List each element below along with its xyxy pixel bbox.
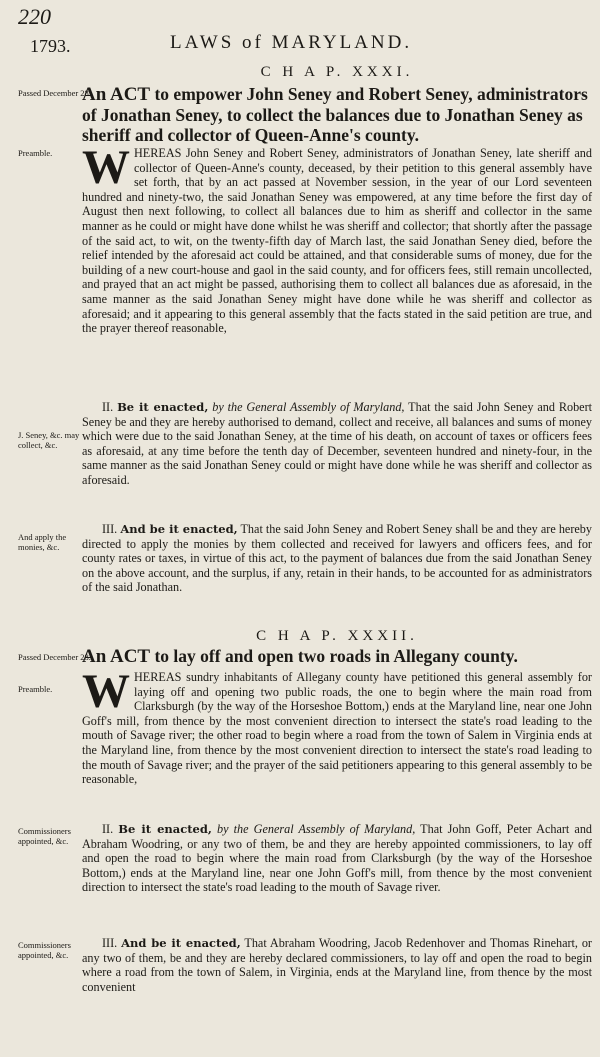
- margin-note-passed-31: Passed December 28.: [18, 88, 91, 98]
- margin-note-passed-32: Passed December 28.: [18, 652, 91, 662]
- section-number: III.: [102, 936, 122, 950]
- section-number: III.: [102, 522, 121, 536]
- chapter-32-section-3: [82, 936, 592, 994]
- margin-note-preamble-31: Preamble.: [18, 148, 53, 158]
- chapter-31-section-2: [82, 400, 592, 488]
- chapter-32-title: [82, 646, 592, 667]
- chapter-31-section-3: [82, 522, 592, 595]
- chapter-32-heading: C H A P. XXXII.: [256, 628, 418, 644]
- drop-cap: W: [82, 141, 130, 194]
- margin-note-preamble-32: Preamble.: [18, 684, 53, 694]
- enacting-clause: And be it enacted,: [121, 936, 241, 950]
- enacting-clause: Be it enacted,: [118, 822, 212, 836]
- drop-cap: W: [82, 665, 130, 718]
- section-text: That the said John Seney and Robert Seney shall be and they are hereby directed to apply the monies by them collected and received for lawyers and officers fees, and for county rates or taxes, in virtue of this act, to the payment of balances due from the said Jonathan Seney on the above account, and the surplus, if any, retain in their hands, to be accounted for as administrators of the said Jonathan.: [82, 522, 592, 595]
- margin-note-section-3-31: And apply the monies, &c.: [18, 532, 67, 552]
- chapter-31-title: [82, 84, 592, 145]
- enacting-clause: Be it enacted,: [117, 400, 209, 414]
- preamble-text: HEREAS John Seney and Robert Seney, administrators of Jonathan Seney, late sheriff and collector of Queen-Anne's county, deceased, by their petition to this general assembly have set forth, that by an act passed at November session, in the year of our Lord seventeen hundred and ninety-two, the said Jonathan Seney was empowered, at any time before the first day of August then next following, to collect all balances due to him as sheriff and collector in the same manner as he could or might have done whilst he was sheriff and collector; that shortly after the passage of the said act, to wit, on the twenty-fifth day of March last, the said Jonathan Seney died, before the relief intended by the aforesaid act could be attained, and that considerable sums of money, due for the building of a new court-house and gaol in the said county, and for officers fees, still remain uncollected, and prayed that an act might be passed, authorising them to collect all balances due as aforesaid, in the same manner as the said Jonathan Seney might have done while he was sheriff and collector as aforesaid; and it appearing to this general assembly that the facts stated in the said petition are true, and the prayer thereof reasonable,: [82, 146, 592, 336]
- section-text: That the said John Seney and Robert Seney be and they are hereby authorised to demand, collect and receive, all balances and sums of money which were due to the said Jonathan Seney, at the time of his death, on account of taxes or officers fees as aforesaid, at any time before the tenth day of December, seventeen hundred and ninety-four, in the same manner as the said Jonathan Seney could or might have done while he was sheriff and collector as aforesaid.: [82, 400, 593, 487]
- page-number: 220: [18, 4, 51, 29]
- chapter-32-preamble: [82, 665, 592, 787]
- margin-note-section-2-32: Commissioners appointed, &c.: [18, 826, 71, 846]
- enacting-clause: And be it enacted,: [120, 522, 238, 536]
- section-text: That Abraham Woodring, Jacob Redenhover and Thomas Rinehart, or any two of them, be and they are hereby declared commissioners, to lay off and open the road to begin where a road from the town of Salem, in Virginia, ends at the Maryland line, from thence by the most convenient: [82, 936, 592, 994]
- assembly-clause: by the General Assembly of Maryland,: [211, 822, 416, 836]
- chapter-31-preamble: [82, 141, 592, 336]
- act-title-text: to empower John Seney and Robert Seney, administrators of Jonathan Seney, to collect the balances due to Jonathan Seney as sheriff and collector of Queen-Anne's county.: [82, 84, 588, 145]
- chapter-31-heading: C H A P. XXXI.: [260, 64, 414, 80]
- running-head: LAWS of MARYLAND.: [170, 32, 413, 53]
- assembly-clause: by the General Assembly of Maryland,: [208, 400, 405, 414]
- act-lead: An ACT: [82, 84, 151, 105]
- preamble-text: HEREAS sundry inhabitants of Allegany county have petitioned this general assembly for laying off and opening two public roads, the one to begin where the main road from Clarksburgh (by the way of the Horseshoe Bottom,) ends at the Maryland line, near one John Goff's mill, from thence by the most convenient direction to intersect the state's road leading to the mouth of Savage river; the other road to begin where a road from the town of Salem in Virginia ends at the Maryland line, from thence by the most convenient direction to intersect the state's road leading to the mouth of Savage river; and the prayer of the said petitioners appearing to this general assembly to be reasonable,: [82, 670, 592, 787]
- chapter-32-section-2: [82, 822, 592, 895]
- section-number: II.: [102, 400, 118, 414]
- year-heading: 1793.: [30, 36, 71, 56]
- margin-note-section-3-32: Commissioners appointed, &c.: [18, 940, 71, 960]
- act-lead: An ACT: [82, 646, 151, 667]
- section-number: II.: [102, 822, 119, 836]
- act-title-text: to lay off and open two roads in Allegany county.: [150, 646, 518, 666]
- section-text: That John Goff, Peter Achart and Abraham Woodring, or any two of them, be and they are hereby appointed commissioners, to lay off and open the road to begin where the main road from Clarksburgh (by the way of the Horseshoe Bottom,) ends at the Maryland line, near one John Goff's mill, from thence by the most convenient direction to intersect the state's road leading to the mouth of Savage river.: [82, 822, 593, 895]
- margin-note-section-2-31: J. Seney, &c. may collect, &c.: [18, 430, 80, 450]
